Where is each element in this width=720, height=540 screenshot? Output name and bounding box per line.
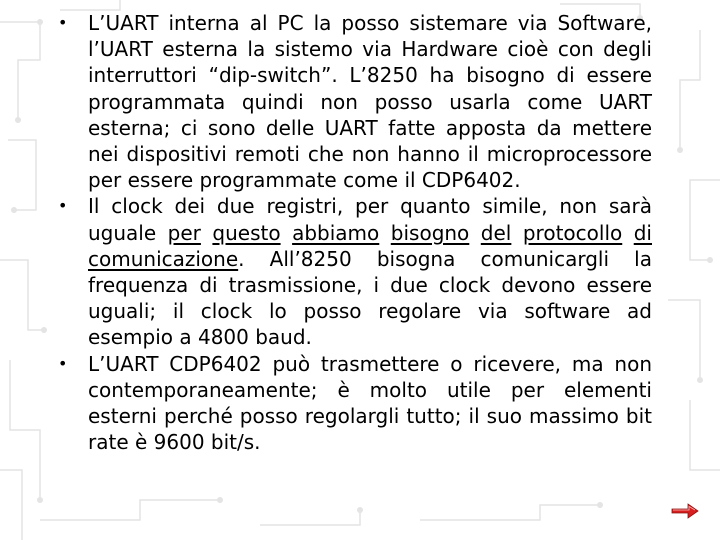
- underlined-text: bisogno: [390, 220, 470, 245]
- slide-body: [56, 10, 652, 455]
- bullet-text: [281, 221, 293, 245]
- underlined-text: comunicazione: [88, 246, 239, 271]
- bullet-item: [56, 193, 652, 350]
- bullet-text: [201, 221, 213, 245]
- bullet-text: L’UART interna al PC la posso sistemare via Software, l’UART esterna la sistemo via Hardware cioè con degli interruttori “dip-switch”. L’8250 ha bisogno di essere programmata quindi non posso usarla come UART esterna; ci sono delle UART fatte apposta da mettere nei dispositivi remoti che non hanno il microprocessore per essere programmate come il CDP6402.: [88, 11, 652, 193]
- bullet-text: L’UART CDP6402 può trasmettere o ricevere, ma non contemporaneamente; è molto utile per elementi esterni perché posso regolargli tutto; il suo massimo bit rate è 9600 bit/s.: [88, 351, 652, 455]
- bullet-item: [56, 10, 652, 193]
- underlined-text: questo: [212, 220, 281, 245]
- bullet-text: [379, 221, 391, 245]
- underlined-text: del: [480, 220, 512, 245]
- bullet-marker: •: [58, 13, 68, 32]
- bullet-item: [56, 351, 652, 456]
- underlined-text: per: [167, 220, 201, 245]
- bullet-text: [511, 221, 523, 245]
- bullet-marker: •: [58, 353, 68, 373]
- underlined-text: protocollo: [522, 220, 623, 245]
- next-slide-arrow-icon[interactable]: [670, 502, 700, 520]
- bullet-text: [622, 221, 634, 245]
- bullet-text: [469, 221, 481, 245]
- bullet-text: Il clock dei due registri, per quanto simile, non sarà uguale: [88, 194, 652, 245]
- underlined-text: di: [633, 220, 652, 245]
- bullet-text: . All’8250 bisogna comunicargli la frequenza di trasmissione, i due clock devono essere uguali; il clock lo posso regolare via software ad esempio a 4800 baud.: [88, 246, 652, 350]
- bullet-list: [56, 10, 652, 455]
- bullet-marker: •: [58, 196, 68, 216]
- underlined-text: abbiamo: [292, 220, 380, 245]
